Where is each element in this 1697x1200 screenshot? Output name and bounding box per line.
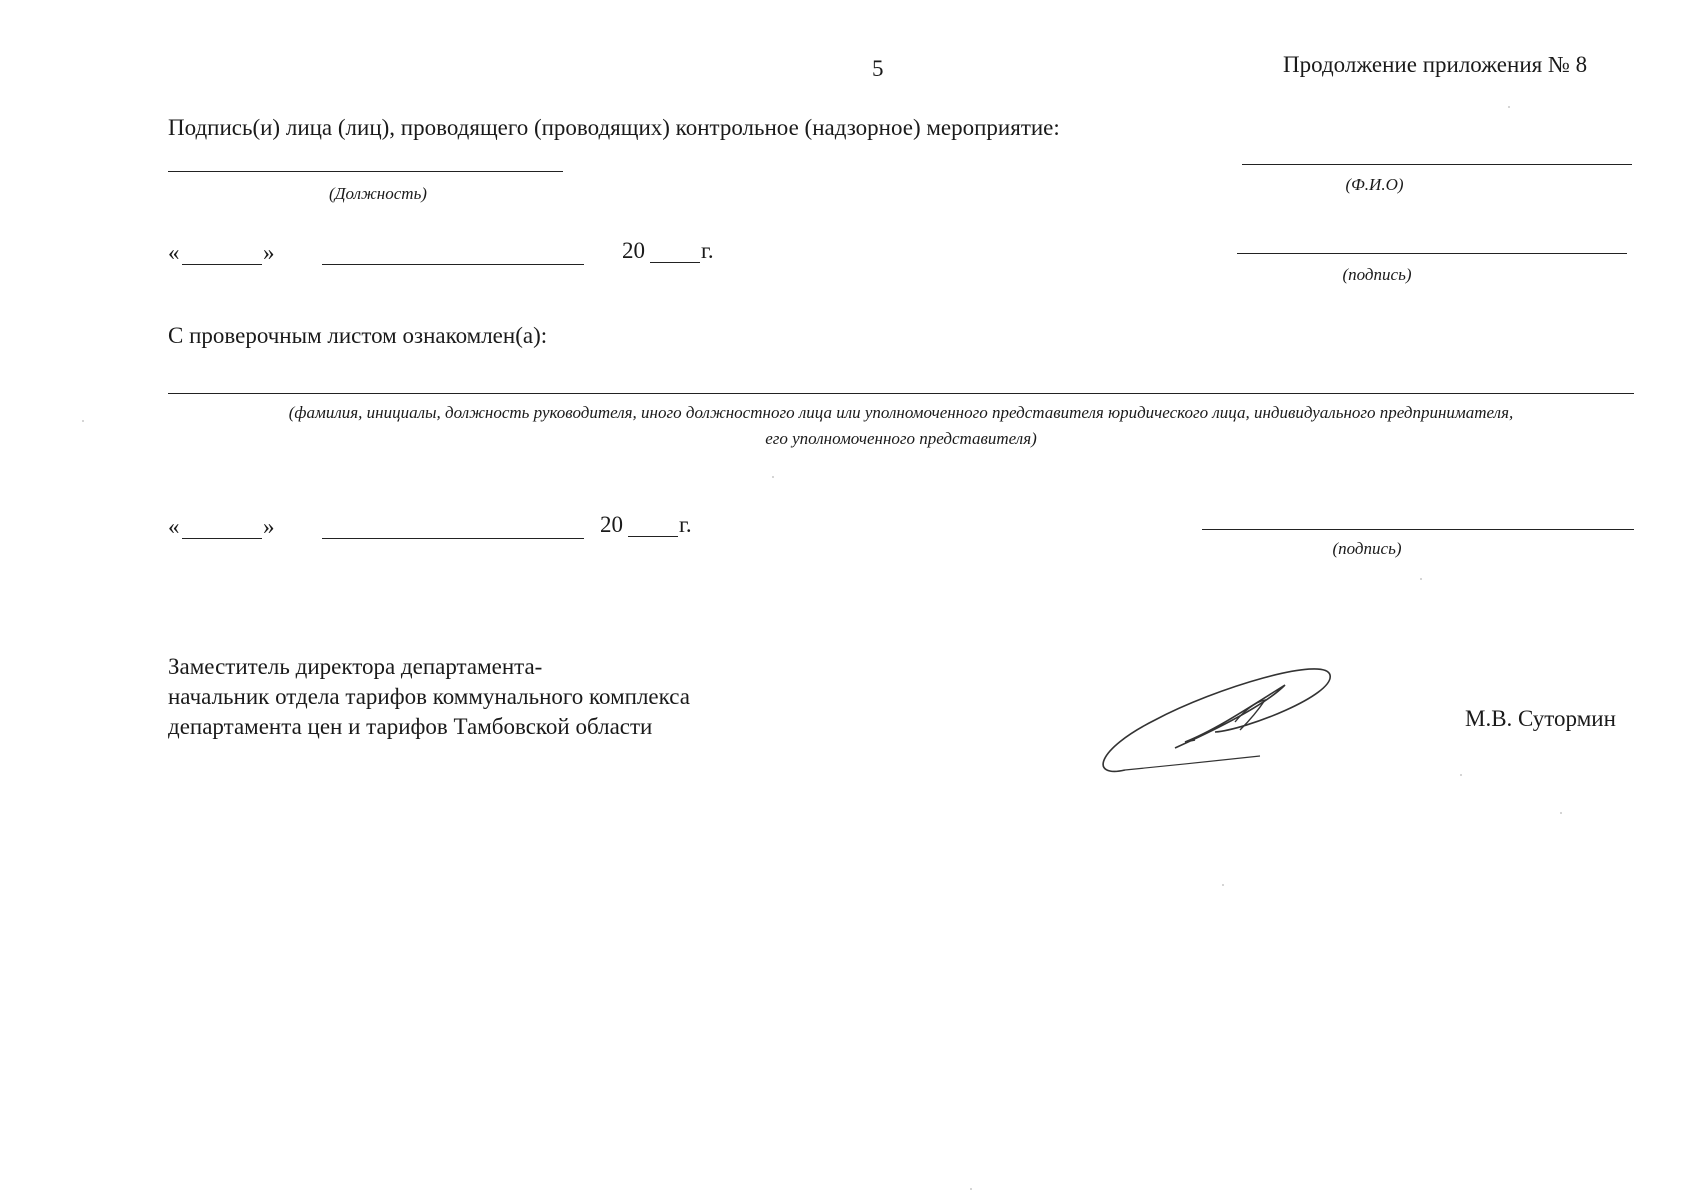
inspector-date-year-line bbox=[650, 262, 700, 263]
page-number: 5 bbox=[872, 56, 884, 81]
inspector-date-open-quote: « bbox=[168, 240, 180, 265]
acknowledgement-caption-line2: его уполномоченного представителя) bbox=[765, 429, 1037, 448]
inspector-date-year: 20 bbox=[622, 238, 645, 263]
scan-speckle bbox=[772, 476, 774, 478]
scan-speckle bbox=[1560, 812, 1562, 814]
acknowledgement-name-line bbox=[168, 393, 1634, 394]
inspector-date-year-suffix: г. bbox=[701, 238, 714, 263]
inspector-date-close-quote: » bbox=[263, 240, 275, 265]
acknowledgement-date-month-line bbox=[322, 538, 584, 539]
signatory-title-line3: департамента цен и тарифов Тамбовской области bbox=[168, 714, 653, 739]
inspector-date-month-line bbox=[322, 264, 584, 265]
acknowledgement-date-close-quote: » bbox=[263, 514, 275, 539]
scan-speckle bbox=[1222, 884, 1224, 886]
position-caption: (Должность) bbox=[329, 184, 427, 203]
signatory-title-line2: начальник отдела тарифов коммунального комплекса bbox=[168, 684, 690, 709]
scan-speckle bbox=[82, 420, 84, 422]
inspector-heading: Подпись(и) лица (лиц), проводящего (проводящих) контрольное (надзорное) мероприятие: bbox=[168, 115, 1060, 140]
position-line bbox=[168, 171, 563, 172]
acknowledgement-date-year-suffix: г. bbox=[679, 512, 692, 537]
acknowledgement-date-year-line bbox=[628, 536, 678, 537]
acknowledgement-date-day-line bbox=[182, 538, 262, 539]
handwritten-signature bbox=[1095, 660, 1335, 790]
inspector-signature-line bbox=[1237, 253, 1627, 254]
acknowledgement-signature-line bbox=[1202, 529, 1634, 530]
inspector-date-day-line bbox=[182, 264, 262, 265]
acknowledgement-heading: С проверочным листом ознакомлен(а): bbox=[168, 323, 548, 348]
fio-line bbox=[1242, 164, 1632, 165]
fio-caption: (Ф.И.О) bbox=[1345, 175, 1404, 194]
scan-speckle bbox=[970, 1188, 972, 1190]
scan-speckle bbox=[1460, 774, 1462, 776]
acknowledgement-date-open-quote: « bbox=[168, 514, 180, 539]
signatory-title-line1: Заместитель директора департамента- bbox=[168, 654, 543, 679]
signatory-name: М.В. Сутормин bbox=[1465, 706, 1616, 731]
acknowledgement-caption-line1: (фамилия, инициалы, должность руководителя, иного должностного лица или уполномоченного представителя юридического лица, индивидуального предпринимателя, bbox=[288, 403, 1514, 422]
acknowledgement-signature-caption: (подпись) bbox=[1332, 539, 1402, 558]
acknowledgement-date-year: 20 bbox=[600, 512, 623, 537]
inspector-signature-caption: (подпись) bbox=[1342, 265, 1412, 284]
scan-speckle bbox=[1420, 578, 1422, 580]
appendix-continuation: Продолжение приложения № 8 bbox=[1283, 52, 1588, 77]
scan-speckle bbox=[1508, 106, 1510, 108]
